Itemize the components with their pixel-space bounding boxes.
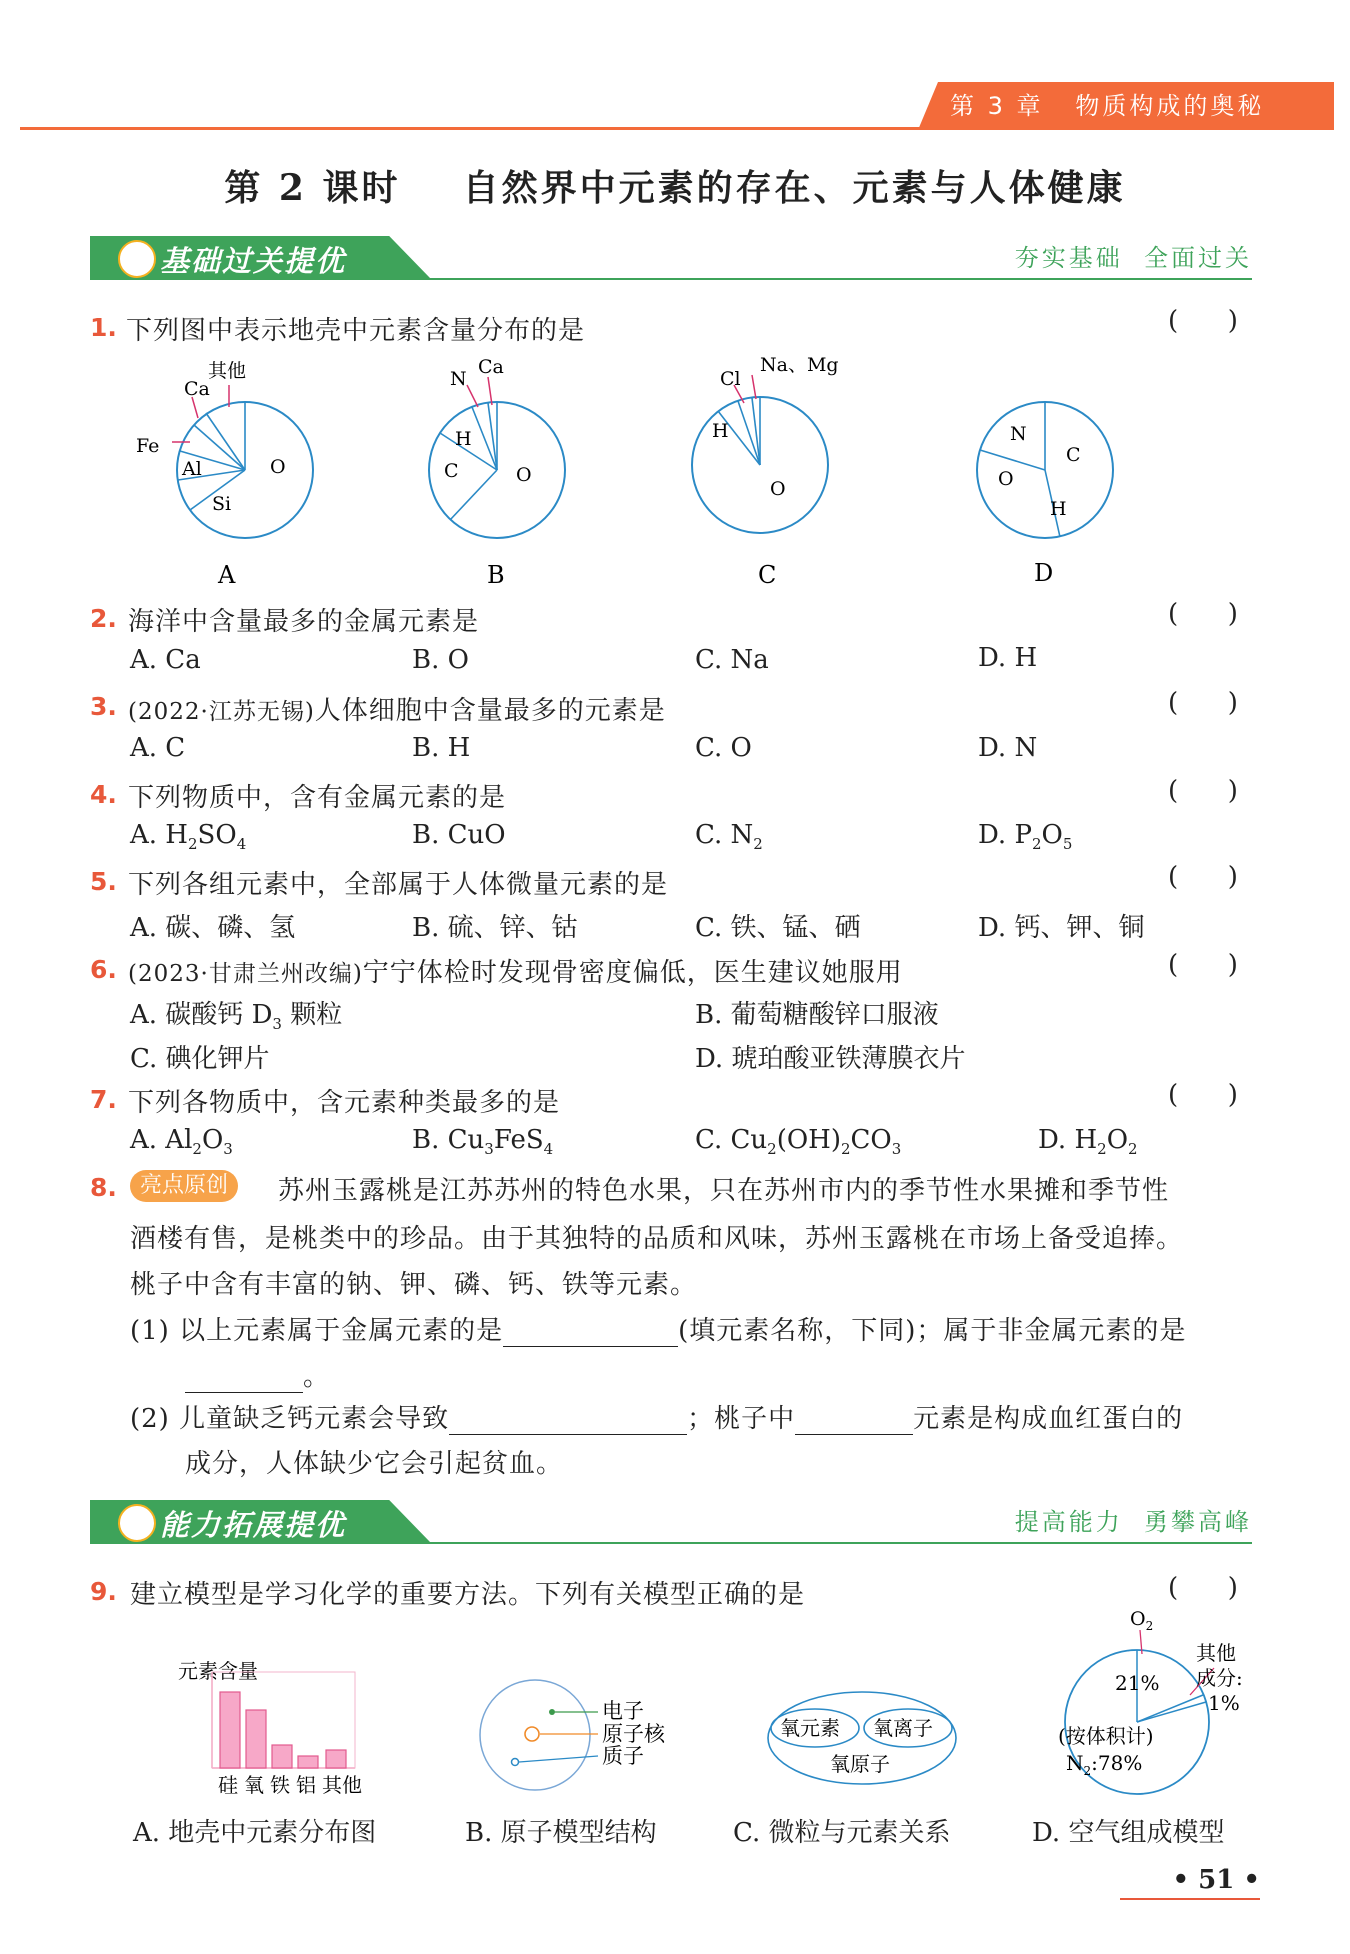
chart-ylabel: 元素含量	[178, 1659, 258, 1683]
pie-d-letter: D	[1034, 559, 1054, 587]
pie-b	[429, 356, 565, 589]
answer-blank[interactable]	[503, 1316, 678, 1347]
pie-c-label: Na、Mg	[760, 355, 839, 376]
answer-blank[interactable]	[185, 1362, 303, 1393]
option-b[interactable]: B. 葡萄糖酸锌口服液	[695, 1000, 939, 1030]
bar-other	[326, 1750, 346, 1768]
sub-question-1: (1) 以上元素属于金属元素的是 (填元素名称，下同)；属于非金属元素的是	[130, 1316, 1187, 1346]
option-c[interactable]: C. Na	[695, 645, 769, 675]
answer-parentheses[interactable]: ( )	[1168, 950, 1238, 980]
question-text: 下列各物质中，含元素种类最多的是	[128, 1088, 561, 1118]
question-text: (2023·甘肃兰州改编)宁宁体检时发现骨密度偏低，医生建议她服用	[128, 958, 903, 988]
option-b[interactable]: B. CuO	[412, 820, 506, 850]
option-d[interactable]: D. 钙、钾、铜	[978, 913, 1145, 943]
section-banner-advanced	[30, 1500, 1252, 1548]
model-a-bar-chart	[178, 1659, 362, 1797]
option-b[interactable]: B. O	[412, 645, 469, 675]
model-d-n2: $N_2:78\%$	[1066, 1751, 1143, 1778]
page-number: • 51 •	[1172, 1865, 1260, 1895]
pie-a	[136, 360, 313, 589]
option-c[interactable]: C. 铁、锰、硒	[695, 913, 861, 943]
pie-d-label: O	[998, 468, 1014, 490]
question-source: (2022·江苏无锡)	[128, 699, 315, 725]
sub-question-2: (2) 儿童缺乏钙元素会导致 ；桃子中 元素是构成血红蛋白的	[130, 1404, 1184, 1434]
pie-b-label: Ca	[478, 356, 504, 378]
pie-b-label: H	[455, 428, 472, 450]
section-title: 能力拓展提优	[160, 1508, 347, 1542]
pie-c-label: Cl	[720, 368, 741, 390]
model-c-label: 氧原子	[830, 1752, 890, 1776]
question-number: 3.	[90, 692, 117, 721]
answer-parentheses[interactable]: ( )	[1168, 862, 1238, 892]
page-number-rule	[1120, 1898, 1260, 1900]
pie-b-label: O	[516, 464, 532, 486]
question-number: 2.	[90, 604, 117, 633]
answer-parentheses[interactable]: ( )	[1168, 688, 1238, 718]
option-c[interactable]: C. 微粒与元素关系	[733, 1818, 951, 1848]
pie-a-letter: A	[218, 561, 236, 589]
question-number: 4.	[90, 780, 117, 809]
model-c-venn	[768, 1692, 956, 1784]
q9-models	[100, 1610, 1280, 1810]
answer-parentheses[interactable]: ( )	[1168, 1573, 1238, 1603]
model-d-label: (按体积计)	[1058, 1724, 1154, 1748]
x-label: 硅	[218, 1773, 238, 1797]
answer-parentheses[interactable]: ( )	[1168, 1080, 1238, 1110]
model-b-label: 质子	[602, 1744, 644, 1768]
question-number: 6.	[90, 955, 117, 984]
option-c[interactable]: C. O	[695, 733, 752, 763]
option-d[interactable]: D. $P_2O_5$	[978, 820, 1073, 854]
pie-c-letter: C	[758, 561, 777, 589]
answer-blank[interactable]	[449, 1404, 687, 1435]
question-text: 下列各组元素中，全部属于人体微量元素的是	[128, 870, 669, 900]
sub-question-1-cont: 。	[185, 1356, 330, 1393]
bar-silicon	[220, 1692, 240, 1768]
original-tag: 亮点原创	[130, 1170, 238, 1202]
answer-parentheses[interactable]: ( )	[1168, 776, 1238, 806]
model-c-label: 氧离子	[873, 1716, 933, 1740]
answer-blank[interactable]	[795, 1404, 913, 1435]
option-d[interactable]: D. 琥珀酸亚铁薄膜衣片	[695, 1044, 966, 1074]
option-b[interactable]: B. 原子模型结构	[465, 1818, 657, 1848]
bar-aluminium	[298, 1756, 318, 1768]
option-d[interactable]: D. H	[978, 643, 1038, 673]
question-text: 建立模型是学习化学的重要方法。下列有关模型正确的是	[130, 1580, 806, 1610]
question-text: 下列物质中，含有金属元素的是	[128, 783, 507, 813]
option-b[interactable]: B. 硫、锌、钴	[412, 913, 578, 943]
x-label: 氧	[244, 1773, 264, 1797]
question-number: 5.	[90, 867, 117, 896]
passage-line: 桃子中含有丰富的钠、钾、磷、钙、铁等元素。	[130, 1270, 698, 1300]
x-label: 其他	[322, 1773, 362, 1797]
x-label: 铝	[296, 1773, 316, 1797]
pie-c-label: H	[712, 420, 729, 442]
model-d-label: 1%	[1208, 1691, 1240, 1715]
lightbulb-icon	[118, 240, 156, 278]
pie-d	[977, 402, 1113, 587]
pie-a-label: 其他	[208, 360, 247, 382]
model-d-label: 成分:	[1196, 1666, 1243, 1690]
question-number: 7.	[90, 1085, 117, 1114]
pie-a-label: Ca	[184, 378, 210, 400]
question-text: (2022·江苏无锡)人体细胞中含量最多的元素是	[128, 696, 666, 726]
option-b[interactable]: B. H	[412, 733, 471, 763]
option-c[interactable]: C. 碘化钾片	[130, 1044, 270, 1074]
pie-a-label: Fe	[136, 435, 160, 457]
question-text: 下列图中表示地壳中元素含量分布的是	[126, 316, 586, 346]
bar-iron	[272, 1745, 292, 1768]
option-c[interactable]: C. $Cu_2(OH)_2CO_3$	[695, 1125, 902, 1159]
pie-d-label: H	[1050, 498, 1067, 520]
option-b[interactable]: B. $Cu_3FeS_4$	[412, 1125, 554, 1159]
model-d-o2: $O_2$	[1130, 1610, 1154, 1633]
pie-b-label: C	[444, 460, 459, 482]
pie-a-label: O	[270, 456, 286, 478]
q1-pie-charts	[120, 355, 1220, 595]
option-d[interactable]: D. $H_2O_2$	[1038, 1125, 1138, 1159]
section-title: 基础过关提优	[160, 244, 347, 278]
sprout-icon	[118, 1504, 156, 1542]
lesson-title: 第 2 课时 自然界中元素的存在、元素与人体健康	[224, 167, 1126, 209]
model-b-label: 电子	[602, 1699, 644, 1723]
section-subtitle: 夯实基础 全面过关	[1014, 244, 1252, 272]
chapter-title: 第 3 章 物质构成的奥秘	[950, 92, 1265, 120]
option-a[interactable]: A. $H_2SO_4$	[130, 820, 247, 854]
pie-b-label: N	[450, 368, 467, 390]
banner-rule	[90, 1542, 1252, 1544]
question-source: (2023·甘肃兰州改编)	[128, 961, 363, 987]
option-a[interactable]: A. 碳酸钙 $D_3$ 颗粒	[130, 1000, 343, 1034]
nucleus	[525, 1727, 539, 1741]
model-d-label: 21%	[1115, 1671, 1160, 1695]
option-a[interactable]: A. $Al_2O_3$	[130, 1125, 233, 1159]
option-d[interactable]: D. 空气组成模型	[1032, 1818, 1225, 1848]
option-a[interactable]: A. Ca	[130, 645, 201, 675]
section-banner-basic	[30, 236, 1252, 284]
bar-oxygen	[246, 1710, 266, 1768]
pie-d-label: C	[1066, 444, 1081, 466]
option-d[interactable]: D. N	[978, 733, 1038, 763]
header-rule	[20, 127, 1330, 130]
x-label: 铁	[270, 1773, 290, 1797]
pie-b-letter: B	[487, 561, 505, 589]
option-c[interactable]: C. $N_2$	[695, 820, 763, 854]
section-subtitle: 提高能力 勇攀高峰	[1014, 1508, 1252, 1536]
answer-parentheses[interactable]: ( )	[1168, 306, 1238, 336]
model-b-atom	[480, 1680, 666, 1790]
banner-rule	[90, 278, 1252, 280]
pie-c-label: O	[770, 478, 786, 500]
option-a[interactable]: A. 碳、磷、氢	[130, 913, 296, 943]
model-b-label: 原子核	[602, 1722, 665, 1746]
sub-question-2-cont: 成分，人体缺少它会引起贫血。	[185, 1449, 564, 1479]
pie-c	[692, 355, 839, 589]
answer-parentheses[interactable]: ( )	[1168, 599, 1238, 629]
model-d-air-pie	[1058, 1610, 1243, 1794]
pie-d-label: N	[1010, 423, 1027, 445]
question-number: 9.	[90, 1577, 117, 1606]
option-a[interactable]: A. 地壳中元素分布图	[133, 1818, 377, 1848]
passage-line: 酒楼有售，是桃类中的珍品。由于其独特的品质和风味，苏州玉露桃在市场上备受追捧。	[130, 1224, 1184, 1254]
question-text: 海洋中含量最多的金属元素是	[128, 607, 480, 637]
passage-line: 苏州玉露桃是江苏苏州的特色水果，只在苏州市内的季节性水果摊和季节性	[278, 1176, 1170, 1206]
question-number: 1.	[90, 313, 117, 342]
proton	[512, 1759, 519, 1766]
question-number: 8.	[90, 1173, 117, 1202]
option-a[interactable]: A. C	[130, 733, 186, 763]
pie-a-label: Al	[182, 458, 202, 480]
electron	[549, 1709, 555, 1715]
pie-a-label: Si	[212, 493, 232, 515]
model-d-label: 其他	[1196, 1641, 1236, 1665]
model-c-label: 氧元素	[780, 1716, 840, 1740]
